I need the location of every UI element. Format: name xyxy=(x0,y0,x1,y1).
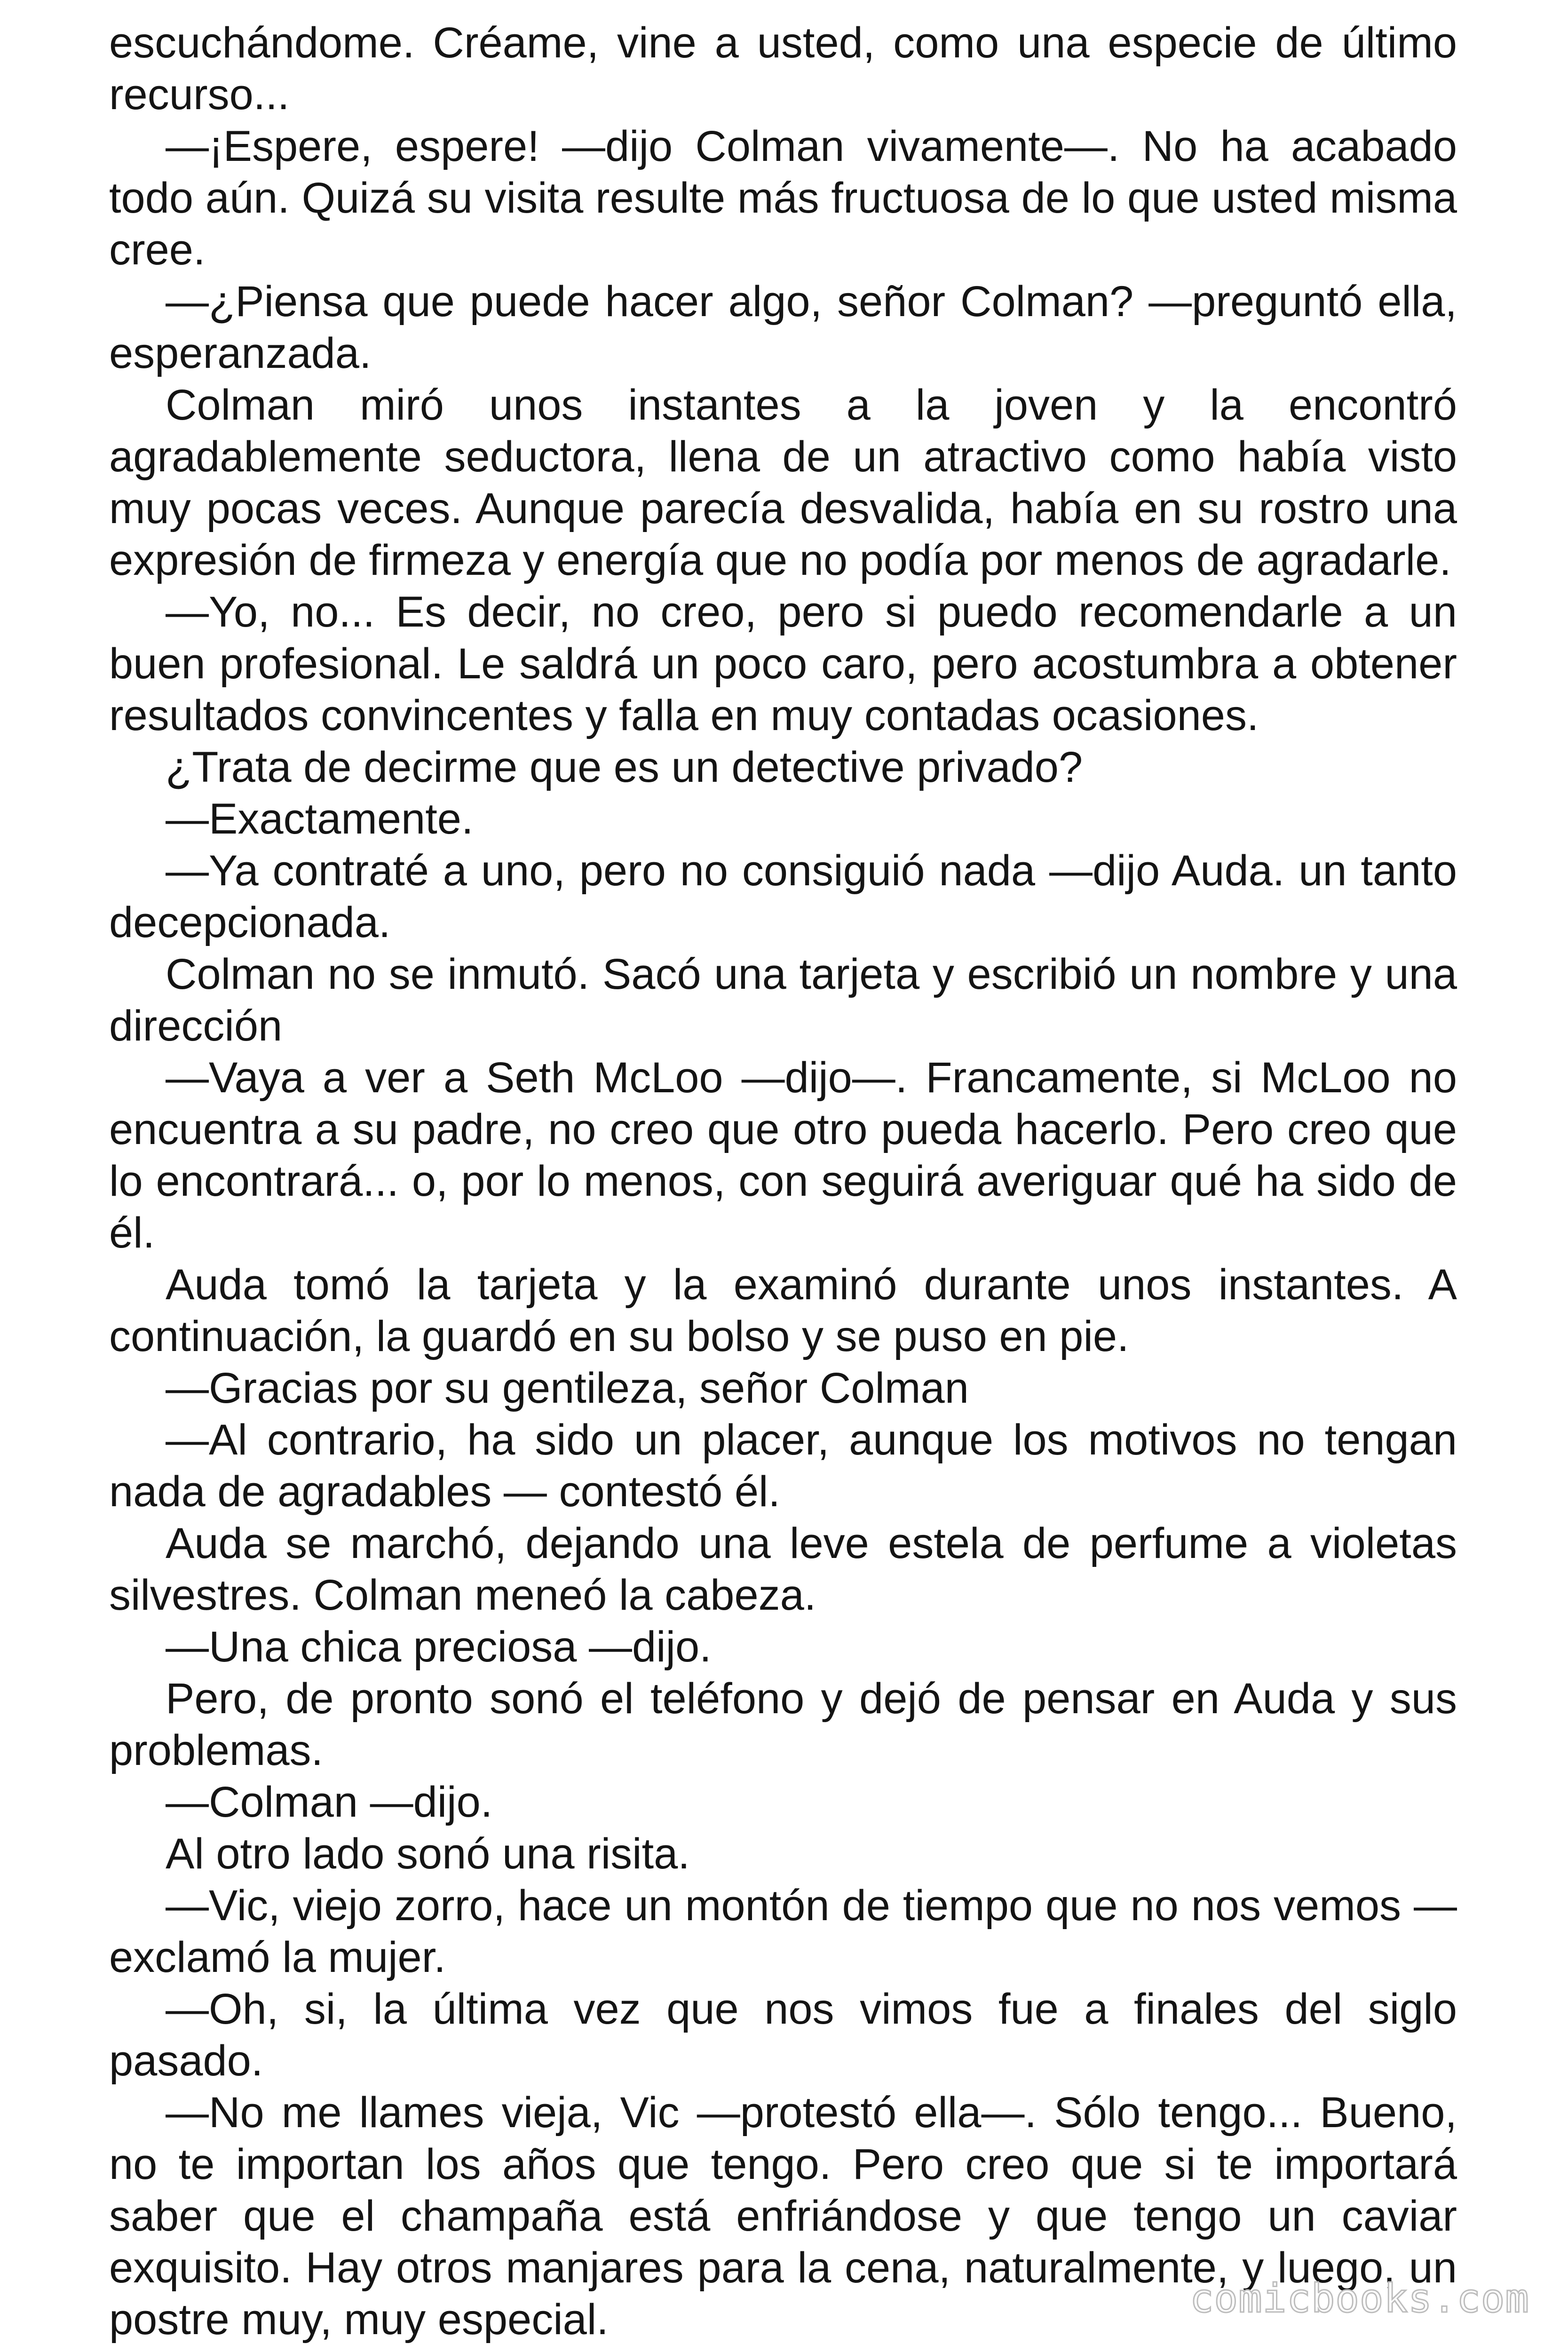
paragraph-1: escuchándome. Créame, vine a usted, como una especie de último recurso... xyxy=(109,19,1457,119)
paragraph-7: —Exactamente. xyxy=(166,795,474,843)
paragraph-9: Colman no se inmutó. Sacó una tarjeta y escribió un nombre y una dirección xyxy=(109,950,1457,1050)
paragraph-6: ¿Trata de decirme que es un detective privado? xyxy=(166,743,1083,791)
paragraph-5: —Yo, no... Es decir, no creo, pero si puedo recomendarle a un buen profesional. Le saldrá un poco caro, pero acostumbra a obtener resultados convincentes y falla en muy contadas ocasiones. xyxy=(109,588,1457,739)
paragraph-2: —¡Espere, espere! —dijo Colman vivamente—. No ha acabado todo aún. Quizá su visita resulte más fructuosa de lo que usted misma cree. xyxy=(109,122,1457,274)
paragraph-17: —Colman —dijo. xyxy=(166,1778,493,1826)
paragraph-4: Colman miró unos instantes a la joven y la encontró agradablemente seductora, llena de un atractivo como había visto muy pocas veces. Aunque parecía desvalida, había en su rostro una expresión de firmeza y energía que no podía por menos de agradarle. xyxy=(109,381,1457,584)
paragraph-3: —¿Piensa que puede hacer algo, señor Colman? —preguntó ella, esperanzada. xyxy=(109,278,1457,377)
paragraph-14: Auda se marchó, dejando una leve estela de perfume a violetas silvestres. Colman meneó la cabeza. xyxy=(109,1519,1457,1619)
paragraph-11: Auda tomó la tarjeta y la examinó durante unos instantes. A continuación, la guardó en su bolso y se puso en pie. xyxy=(109,1261,1457,1360)
paragraph-18: Al otro lado sonó una risita. xyxy=(166,1830,690,1878)
paragraph-19: —Vic, viejo zorro, hace un montón de tiempo que no nos vemos — exclamó la mujer. xyxy=(109,1882,1457,1981)
paragraph-12: —Gracias por su gentileza, señor Colman xyxy=(166,1364,969,1412)
paragraph-10: —Vaya a ver a Seth McLoo —dijo—. Francamente, si McLoo no encuentra a su padre, no creo que otro pueda hacerlo. Pero creo que lo encontrará... o, por lo menos, con seguirá averiguar qué ha sido de él. xyxy=(109,1054,1457,1257)
paragraph-8: —Ya contraté a uno, pero no consiguió nada —dijo Auda. un tanto decepcionada. xyxy=(109,847,1457,946)
paragraph-15: —Una chica preciosa —dijo. xyxy=(166,1623,712,1671)
paragraph-21: —No me llames vieja, Vic —protestó ella—. Sólo tengo... Bueno, no te importan los años que tengo. Pero creo que si te importará saber que el champaña está enfriándose y que tengo un caviar exquisito. Hay otros manjares para la cena, naturalmente, y luego, un postre muy, muy especial. xyxy=(109,2089,1457,2344)
paragraph-13: —Al contrario, ha sido un placer, aunque los motivos no tengan nada de agradables — contestó él. xyxy=(109,1416,1457,1516)
page-body xyxy=(109,17,1457,2345)
paragraph-20: —Oh, si, la última vez que nos vimos fue a finales del siglo pasado. xyxy=(109,1985,1457,2085)
paragraph-16: Pero, de pronto sonó el teléfono y dejó de pensar en Auda y sus problemas. xyxy=(109,1675,1457,1774)
watermark: comicbooks.com xyxy=(1189,2275,1529,2321)
